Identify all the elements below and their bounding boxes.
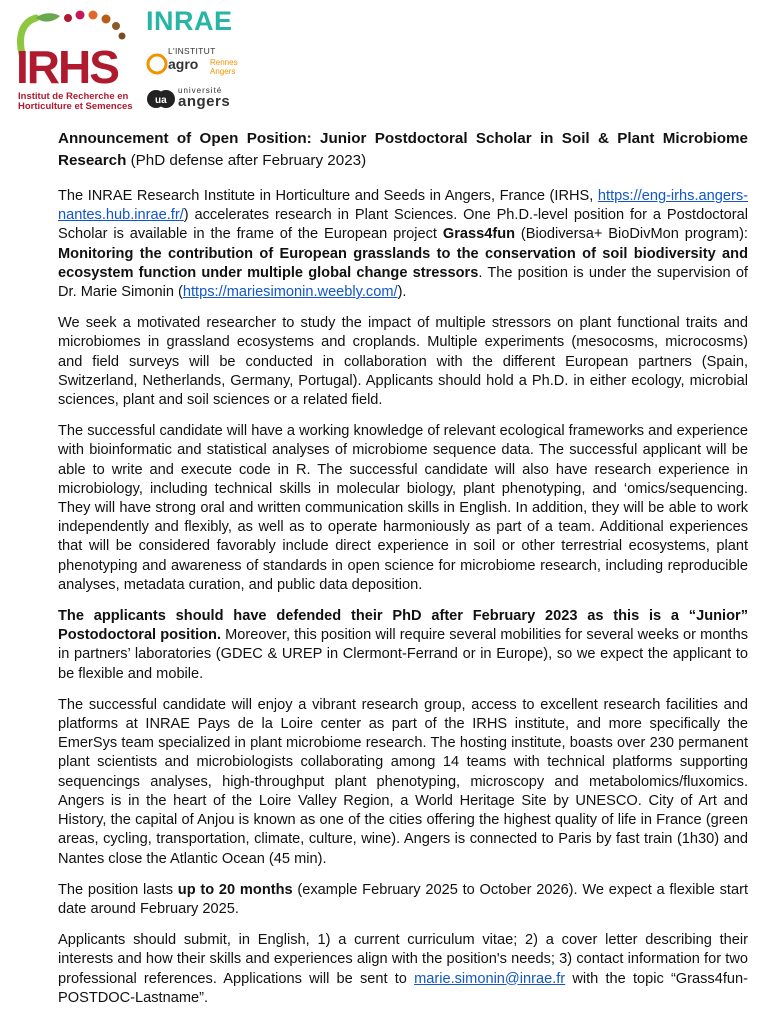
duration-bold: up to 20 months [177,881,293,898]
paragraph-environment: The successful candidate will enjoy a vibrant research group, access to excellent research facilities and platforms at INRAE Pays de la Loire center as part of the IRHS institute, and more specifically the EmerSys team specialized in plant microbiome research. The hosting institute, boasts over 230 permanent plant scientists and microbiologists collaborating among 14 teams with technical platforms supporting sequencings analyses, high-throughput plant phenotyping, microscopy and metabolomics/fluxomics. Angers is in the heart of the Loire Valley Region, a World Heritage Site by UNESCO. City of Art and History, the capital of Anjou is known as one of the cities offering the highest quality of life in France (green areas, cycling, transportation, climate, culture, wine). Angers is connected to Paris by fast train (1h30) and Nantes close the Atlantic Ocean (45 min). [58,696,748,867]
irhs-logo [8,6,138,112]
paragraph-duration [58,881,748,919]
agro-rennes: Rennes [210,58,238,67]
announcement-body [58,128,748,1020]
ua-universite: université [178,86,223,95]
p7-text1: Applicants should submit, in English, 1) a current curriculum vitae; 2) a cover letter describing their interests and how their skills and experiences align with the position's needs; 3) contact information for two professional references. Applications will be sent to [58,932,748,987]
contact-email-link[interactable]: marie.simonin@inrae.fr [414,970,566,987]
svg-text:ua: ua [155,95,167,106]
p1-text3: (Biodiversa+ BioDivMon program): [515,226,748,243]
p6-text2: (example February 2025 to October 2026). We expect a flexible start date around February 2025. [58,881,748,917]
agro-circle-icon [146,50,168,80]
paragraph-research: We seek a motivated researcher to study the impact of multiple stressors on plant functional traits and microbiomes in grassland ecosystems and croplands. Multiple experiments (mesocosms, microcosms) and field surveys will be conducted in collaboration with the different European partners (Spain, Switzerland, Netherlands, Germany, Portugal). Applicants should hold a Ph.D. in either ecology, microbial sciences, plant and soil sciences or a related field. [58,315,748,409]
header-logos [0,0,763,118]
agro-linstitut: L'INSTITUT [168,46,216,56]
p6-text1: The position lasts [58,881,178,898]
title-suffix: (PhD defense after February 2023) [126,151,367,169]
p1-text2: ) accelerates research in Plant Sciences. One Ph.D.-level position for a Postdoctoral Scholar is available in the frame of the European project [58,207,748,243]
irhs-wordmark: IRHS [16,41,118,93]
ua-emblem-icon [146,84,176,112]
paragraph-application [58,931,748,1008]
project-name: Grass4fun [442,226,516,243]
irhs-subtitle-line2: Horticulture et Semences [18,101,133,112]
supervisor-website-link[interactable]: https://mariesimonin.weebly.com/ [182,284,398,301]
project-title: Monitoring the contribution of European grasslands to the conservation of soil biodiversity and ecosystem function under multiple global change stressors [58,245,748,281]
p1-text4: . The position is under the supervision of Dr. Marie Simonin ( [58,264,748,301]
agro-wordmark: agro [168,56,199,72]
p7-text2: with the topic “Grass4fun-POSTDOC-Lastname”. [58,970,748,1006]
universite-angers-logo [146,84,246,112]
irhs-website-link[interactable]: https://eng-irhs.angers-nantes.hub.inrae.fr/ [58,188,748,224]
paragraph-institute [58,187,748,302]
paragraph-requirements: The successful candidate will have a working knowledge of relevant ecological frameworks and experience with bioinformatic and statistical analyses of microbiome sequence data. The successful applicant will be able to write and execute code in R. The successful candidate will also have research experience in microbiology, including technical skills in molecular biology, plant phenotyping, and ‘omics/sequencing. They will have strong oral and written communication skills in English. In addition, they will be able to work independently and flexibly, as well as to operate harmoniously as part of a team. Additional experiences that will be considered favorably include direct experience in soil or other terrestrial ecosystems, plant phenotyping and awareness of standards in open science for microbiome research, including reproducible analyses, metadata curation, and public data deposition. [58,423,748,593]
inrae-logo: INRAE [146,6,233,36]
paragraph-eligibility [58,607,748,684]
ua-angers: angers [178,93,231,110]
title-bold: Announcement of Open Position: Junior Postdoctoral Scholar in Soil & Plant Microbiome Research [58,130,748,169]
eligibility-bold: The applicants should have defended their PhD after February 2023 as this is a “Junior” Postodoctoral position. [58,608,748,644]
p1-text5: ). [397,284,407,301]
irhs-subtitle [18,92,133,112]
irhs-subtitle-line1: Institut de Recherche en [18,91,129,102]
announcement-title [58,128,748,171]
p1-text1: The INRAE Research Institute in Horticulture and Seeds in Angers, France (IRHS, [58,188,598,204]
eligibility-text: Moreover, this position will require several mobilities for several weeks or months in partners’ laboratories (GDEC & UREP in Clermont-Ferrand or in Europe), so we expect the applicant to be flexible and mobile. [58,627,748,682]
institut-agro-logo [146,46,246,82]
agro-angers: Angers [210,67,236,76]
